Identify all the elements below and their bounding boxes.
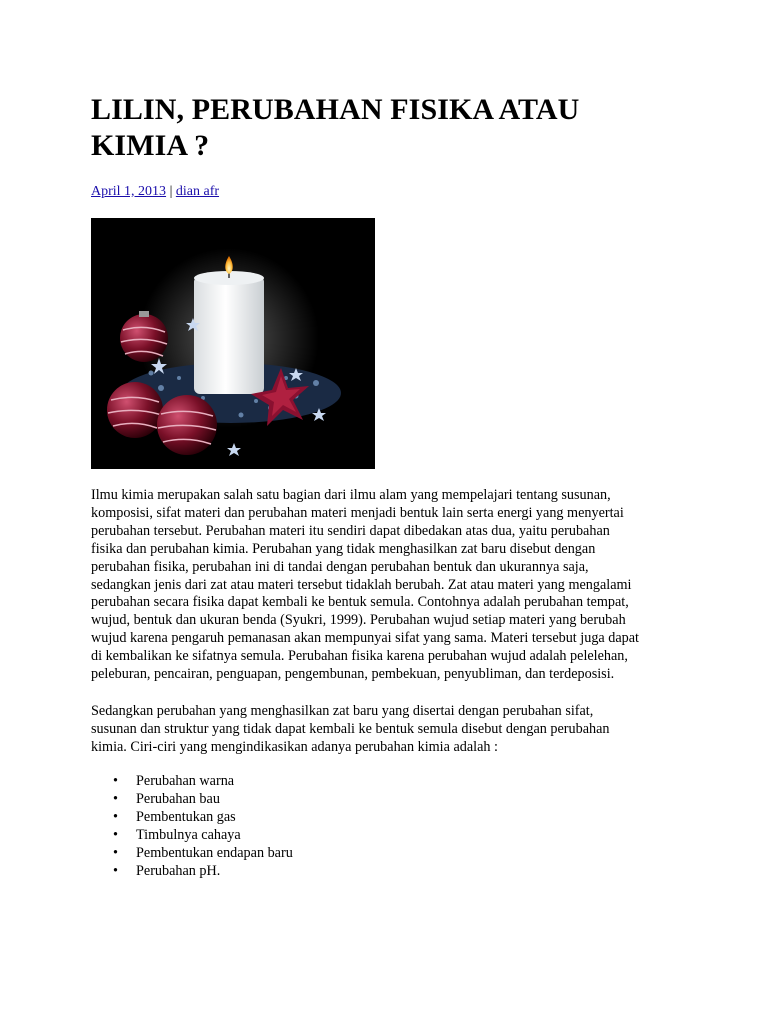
chemical-change-indicators-list (91, 773, 293, 880)
list-item: • Timbulnya cahaya (113, 826, 241, 843)
meta-separator: | (166, 184, 176, 199)
paragraph-chemical-change: Sedangkan perubahan yang menghasilkan zat baru yang disertai dengan perubahan sifat, susunan dan struktur yang tidak dapat kembali ke bentuk semula disebut dengan perubahan kimia. Ciri-ciri yang mengindikasikan adanya perubahan kimia adalah : (91, 703, 610, 755)
date-link[interactable]: April 1, 2013 (91, 184, 167, 199)
bullet-icon: • (113, 790, 118, 807)
list-item: • Perubahan pH. (113, 862, 221, 879)
candle-illustration (91, 218, 375, 469)
author-link[interactable]: dian afr (175, 184, 220, 199)
list-item: • Pembentukan gas (113, 808, 236, 825)
bullet-icon: • (113, 808, 118, 825)
list-item: • Pembentukan endapan baru (113, 844, 293, 861)
list-item: • Perubahan bau (113, 790, 220, 807)
candle-photo (91, 218, 375, 469)
list-item: • Perubahan warna (113, 773, 235, 789)
bullet-icon: • (113, 862, 118, 879)
bullet-icon: • (113, 773, 118, 789)
bullet-icon: • (113, 826, 118, 843)
post-meta (91, 183, 219, 201)
article-title: LILIN, PERUBAHAN FISIKA ATAU KIMIA ? (91, 93, 580, 162)
bullet-icon: • (113, 844, 118, 861)
paragraph-intro: Ilmu kimia merupakan salah satu bagian dari ilmu alam yang mempelajari tentang susunan, komposisi, sifat materi dan perubahan materi menjadi bentuk lain serta energi yang menyertai perubahan tersebut. Perubahan materi itu sendiri dapat dibedakan atas dua, yaitu perubahan fisika dan perubahan kimia. Perubahan yang tidak menghasilkan zat baru disebut dengan perubahan fisika, perubahan ini di tandai dengan perubahan bentuk dan ukurannya saja, sedangkan jenis dari zat atau materi tersebut tidaklah berubah. Zat atau materi yang mengalami perubahan secara fisika dapat kembali ke bentuk semula. Contohnya adalah perubahan tempat, wujud, bentuk dan ukuran benda (Syukri, 1999). Perubahan wujud setiap materi yang berubah wujud karena pengaruh pemanasan akan mempunyai sifat yang sama. Materi tersebut juga dapat di kembalikan ke sifatnya semula. Perubahan fisika karena perubahan wujud adalah pelelehan, peleburan, pencairan, penguapan, pengembunan, pembekuan, penyubliman, dan terdeposisi. (91, 487, 639, 683)
